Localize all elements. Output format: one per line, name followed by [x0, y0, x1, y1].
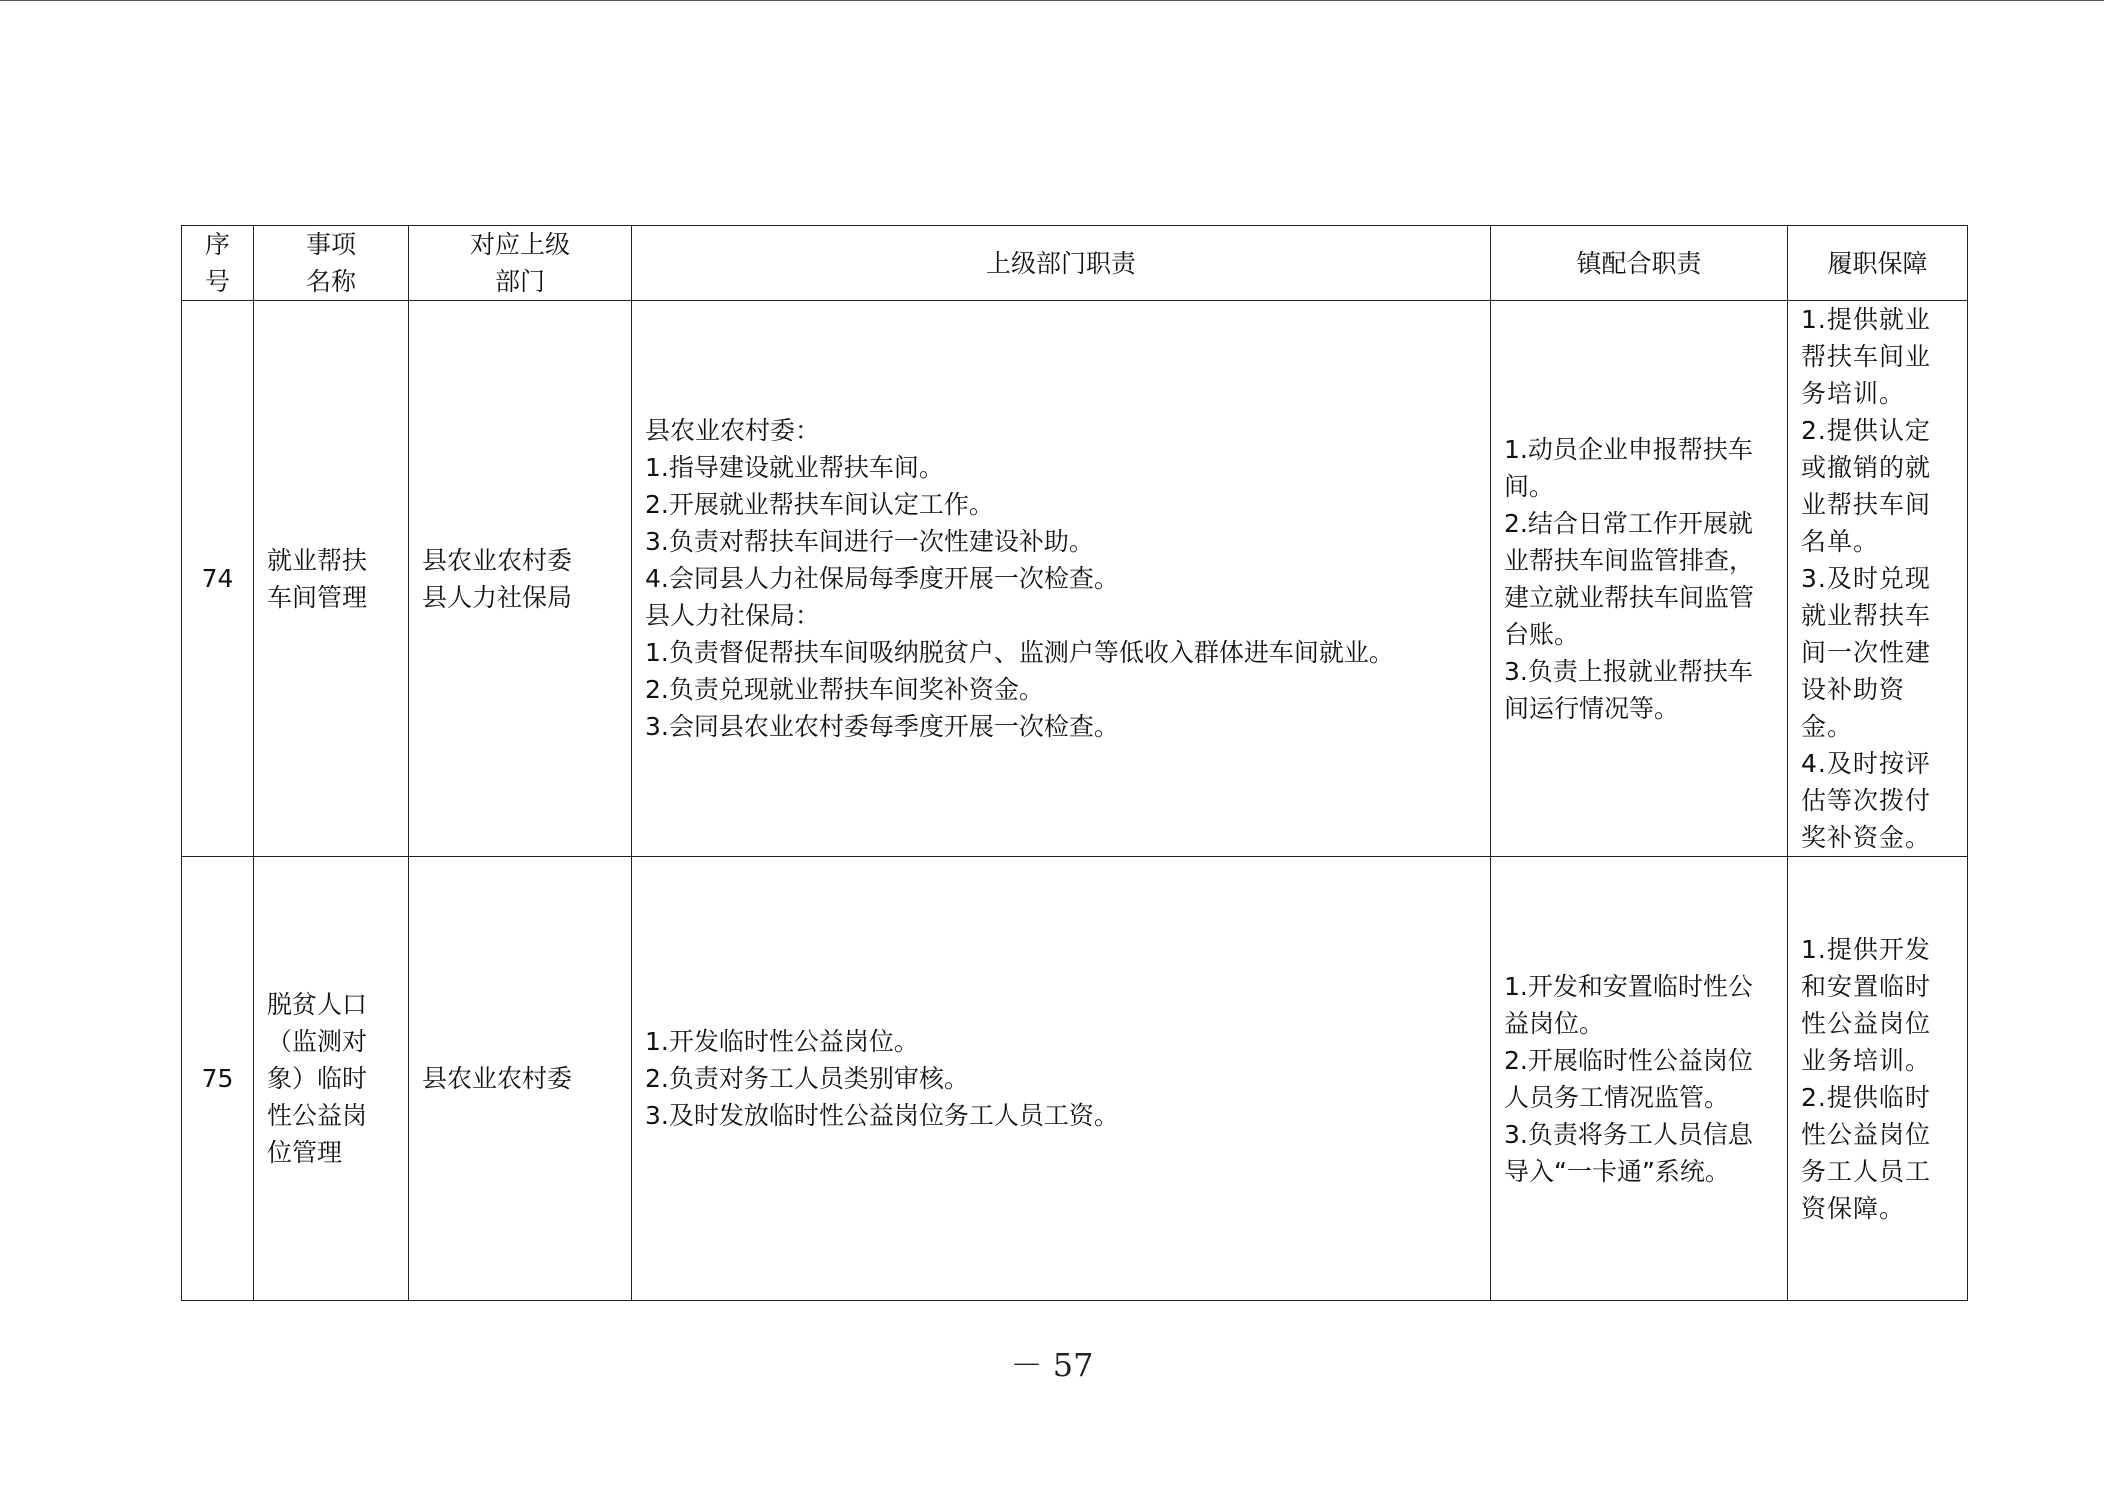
header-dept-line: 对应上级: [469, 230, 570, 259]
guarantee-item: 2.提供认定或撤销的就业帮扶车间名单。: [1801, 416, 1932, 556]
town-duty-item: 2.结合日常工作开展就业帮扶车间监管排查，建立就业帮扶车间监管台账。: [1504, 508, 1755, 649]
item-name-line: 性公益岗: [267, 1101, 368, 1130]
guarantee-item: 1.提供开发和安置临时性公益岗位业务培训。: [1801, 934, 1932, 1075]
dept-cell: [409, 301, 632, 857]
header-seq-line: 序: [204, 230, 230, 259]
town-duty-item: 1.动员企业申报帮扶车间。: [1504, 434, 1753, 501]
header-item-line: 事项: [305, 230, 356, 259]
page-number: － 57: [1010, 1346, 1094, 1384]
duty-line: 1.指导建设就业帮扶车间。: [645, 453, 944, 482]
guarantee-item: 4.及时按评估等次拨付奖补资金。: [1801, 749, 1932, 852]
duty-cell: [632, 301, 1491, 857]
dept-line: 县农业农村委: [422, 1064, 573, 1093]
header-item-line: 名称: [305, 267, 356, 296]
duty-line: 2.负责兑现就业帮扶车间奖补资金。: [645, 675, 1044, 704]
item-name-line: 位管理: [267, 1138, 343, 1167]
duty-line: 县人力社保局：: [645, 601, 821, 630]
guarantee-item: 1.提供就业帮扶车间业务培训。: [1801, 305, 1932, 408]
dept-cell: [409, 857, 632, 1301]
table-row: [182, 301, 1968, 857]
header-row: [182, 226, 1968, 301]
duty-line: 县农业农村委：: [645, 416, 821, 445]
duty-line: 3.负责对帮扶车间进行一次性建设补助。: [645, 527, 1094, 556]
item-name-line: （监测对: [267, 1027, 368, 1056]
guarantee-item: 3.及时兑现就业帮扶车间一次性建设补助资金。: [1801, 564, 1932, 741]
header-dept: [409, 226, 632, 301]
town-duty-item: 1.开发和安置临时性公益岗位。: [1504, 971, 1753, 1038]
item-name-line: 象）临时: [267, 1064, 368, 1093]
town-duty-cell: [1491, 301, 1788, 857]
dept-line: 县人力社保局: [422, 582, 573, 612]
duty-line: 1.开发临时性公益岗位。: [645, 1027, 919, 1056]
duty-line: 1.负责督促帮扶车间吸纳脱贫户、监测户等低收入群体进车间就业。: [645, 638, 1394, 667]
town-duty-item: 2.开展临时性公益岗位人员务工情况监管。: [1504, 1045, 1753, 1112]
header-dept-line: 部门: [494, 267, 545, 296]
header-town: 镇配合职责: [1491, 226, 1788, 301]
item-name-line: 就业帮扶: [267, 545, 368, 575]
top-border-line: [0, 0, 2104, 1]
duty-cell: [632, 857, 1491, 1301]
town-duty-cell: [1491, 857, 1788, 1301]
duty-line: 2.负责对务工人员类别审核。: [645, 1064, 969, 1093]
duty-line: 3.及时发放临时性公益岗位务工人员工资。: [645, 1101, 1119, 1130]
responsibility-table: [181, 225, 1968, 1301]
header-duty: 上级部门职责: [632, 226, 1491, 301]
row-number: 75: [182, 857, 254, 1301]
header-seq: [182, 226, 254, 301]
duty-line: 2.开展就业帮扶车间认定工作。: [645, 490, 994, 519]
table-row: [182, 857, 1968, 1301]
item-name-line: 脱贫人口: [267, 990, 368, 1019]
guarantee-cell: [1788, 301, 1968, 857]
header-seq-line: 号: [204, 267, 230, 296]
town-duty-item: 3.负责将务工人员信息导入“一卡通”系统。: [1504, 1119, 1753, 1186]
row-number: 74: [182, 301, 254, 857]
guarantee-item: 2.提供临时性公益岗位务工人员工资保障。: [1801, 1082, 1932, 1223]
item-name-cell: [254, 857, 409, 1301]
dept-line: 县农业农村委: [422, 545, 573, 575]
guarantee-cell: [1788, 857, 1968, 1301]
header-guarantee: 履职保障: [1788, 226, 1968, 301]
duty-line: 3.会同县农业农村委每季度开展一次检查。: [645, 712, 1119, 741]
town-duty-item: 3.负责上报就业帮扶车间运行情况等。: [1504, 656, 1753, 723]
duty-line: 4.会同县人力社保局每季度开展一次检查。: [645, 564, 1119, 593]
item-name-line: 车间管理: [267, 582, 368, 612]
item-name-cell: [254, 301, 409, 857]
header-item: [254, 226, 409, 301]
